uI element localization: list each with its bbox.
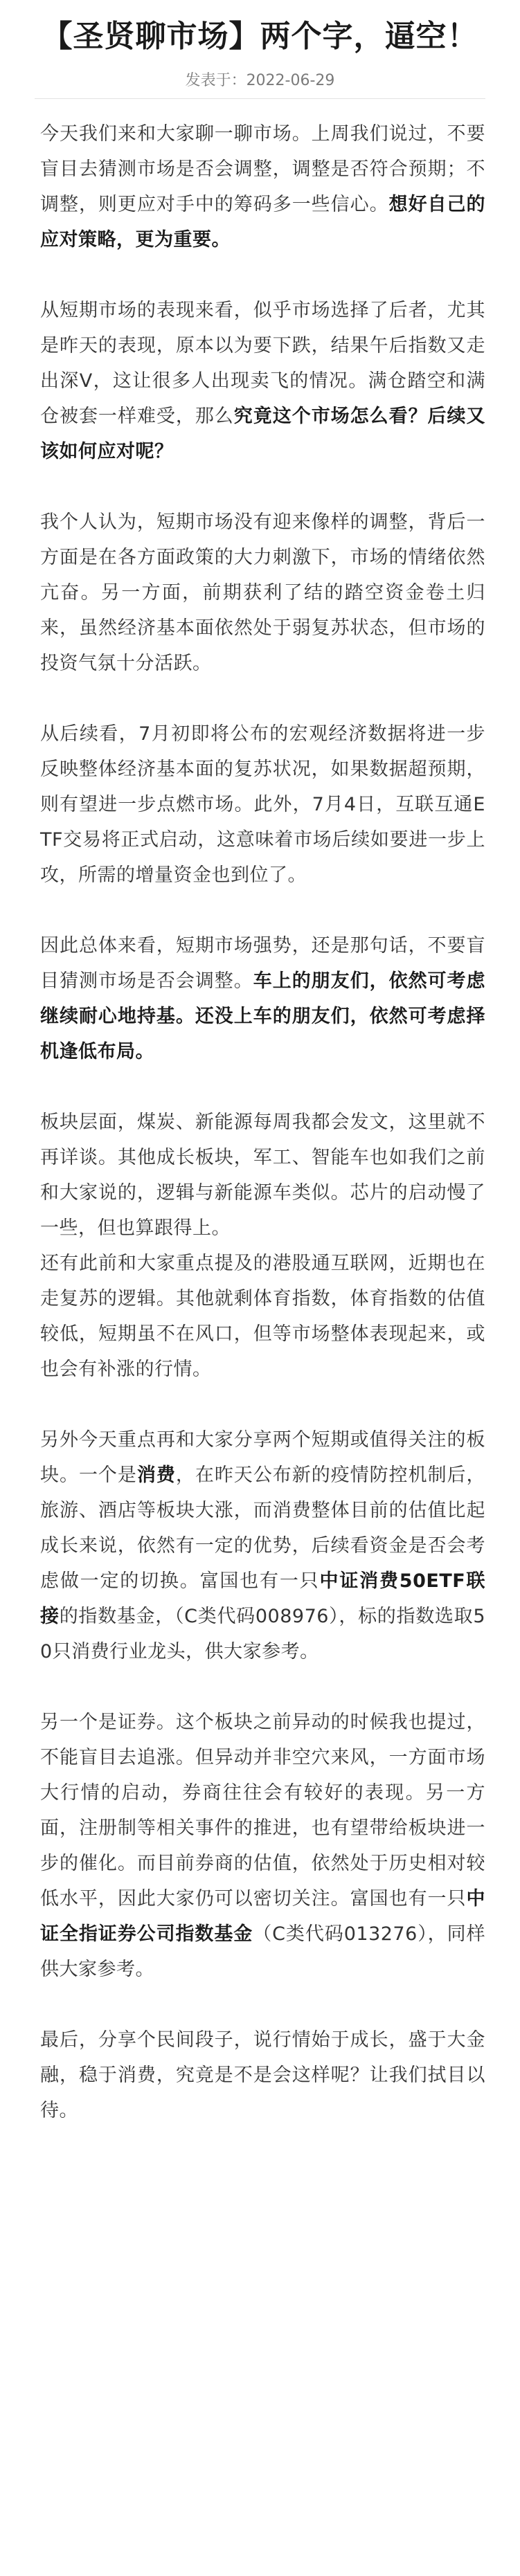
paragraph-5-text: 因此总体来看，短期市场强势，还是那句话，不要盲目猜测市场是否会调整。 <box>40 935 485 992</box>
paragraph-8 <box>40 1705 485 1987</box>
paragraph-2-bold: 究竟这个市场怎么看？后续又该如何应对呢？ <box>40 406 486 462</box>
paragraph-1-text: 今天我们来和大家聊一聊市场。上周我们说过，不要盲目去猜测市场是否会调整，调整是否符合预期；不调整，则更应对手中的筹码多一些信心。 <box>40 123 485 215</box>
paragraph-2 <box>40 293 485 469</box>
paragraph-1-bold: 想好自己的应对策略，更为重要。 <box>40 194 486 251</box>
header-divider <box>35 98 485 99</box>
paragraph-6a: 板块层面，煤炭、新能源每周我都会发文，这里就不再详谈。其他成长板块，军工、智能车也如我们之前和大家说的，逻辑与新能源车类似。芯片的启动慢了一些，但也算跟得上。 <box>40 1112 485 1239</box>
article-title: 【圣贤聊市场】两个字，逼空！ <box>42 19 478 54</box>
paragraph-8-text-a: 另一个是证券。这个板块之前异动的时候我也提过，不能盲目去追涨。但异动并非空穴来风，一方面市场大行情的启动，券商往往会有较好的表现。另一方面，注册制等相关事件的推进，也有望带给板块进一步的催化。而目前券商的估值，依然处于历史相对较低水平，因此大家仍可以密切关注。富国也有一只 <box>40 1712 485 1910</box>
paragraph-3: 我个人认为，短期市场没有迎来像样的调整，背后一方面是在各方面政策的大力刺激下，市场的情绪依然亢奋。另一方面，前期获利了结的踏空资金卷土归来，虽然经济基本面依然处于弱复苏状态，但市场的投资气氛十分活跃。 <box>40 511 485 674</box>
paragraph-8-bold-fund: 中证全指证券公司指数基金 <box>40 1888 485 1945</box>
paragraph-7-bold-consumption: 消费 <box>136 1464 176 1486</box>
publish-date: 发表于：2022-06-29 <box>185 72 335 89</box>
paragraph-7-text-b: ，在昨天公布新的疫情防控机制后，旅游、酒店等板块大涨，而消费整体目前的估值比起成长来说，依然有一定的优势，后续看资金是否会考虑做一定的切换。富国也有一只 <box>40 1464 486 1592</box>
paragraph-7-text-c: 的指数基金，（C类代码008976），标的指数选取50只消费行业龙头，供大家参考。 <box>40 1606 485 1662</box>
paragraph-7-bold-fund: 中证消费50ETF联接 <box>40 1570 486 1627</box>
paragraph-9: 最后，分享个民间段子，说行情始于成长，盛于大金融，稳于消费，究竟是不是会这样呢？让我们拭目以待。 <box>40 2029 485 2121</box>
paragraph-5-bold: 车上的朋友们，依然可考虑继续耐心地持基。还没上车的朋友们，依然可考虑择机逢低布局。 <box>40 970 485 1062</box>
paragraph-7-text-a: 另外今天重点再和大家分享两个短期或值得关注的板块。一个是 <box>40 1429 485 1486</box>
paragraph-1 <box>40 116 485 257</box>
paragraph-8-text-b: （C类代码013276），同样供大家参考。 <box>40 1923 486 1980</box>
paragraph-6b: 还有此前和大家重点提及的港股通互联网，近期也在走复苏的逻辑。其他就剩体育指数，体育指数的估值较低，短期虽不在风口，但等市场整体表现起来，或也会有补涨的行情。 <box>40 1253 485 1380</box>
paragraph-2-text: 从短期市场的表现来看，似乎市场选择了后者，尤其是昨天的表现，原本以为要下跌，结果午后指数又走出深V，这让很多人出现卖飞的情况。满仓踏空和满仓被套一样难受，那么 <box>40 300 485 427</box>
paragraph-4: 从后续看，7月初即将公布的宏观经济数据将进一步反映整体经济基本面的复苏状况，如果数据超预期，则有望进一步点燃市场。此外，7月4日，互联互通ETF交易将正式启动，这意味着市场后续如要进一步上攻，所需的增量资金也到位了。 <box>40 723 485 886</box>
article-header <box>0 0 520 91</box>
article-body <box>40 116 485 2164</box>
paragraph-7 <box>40 1422 485 1669</box>
paragraph-5 <box>40 928 485 1069</box>
